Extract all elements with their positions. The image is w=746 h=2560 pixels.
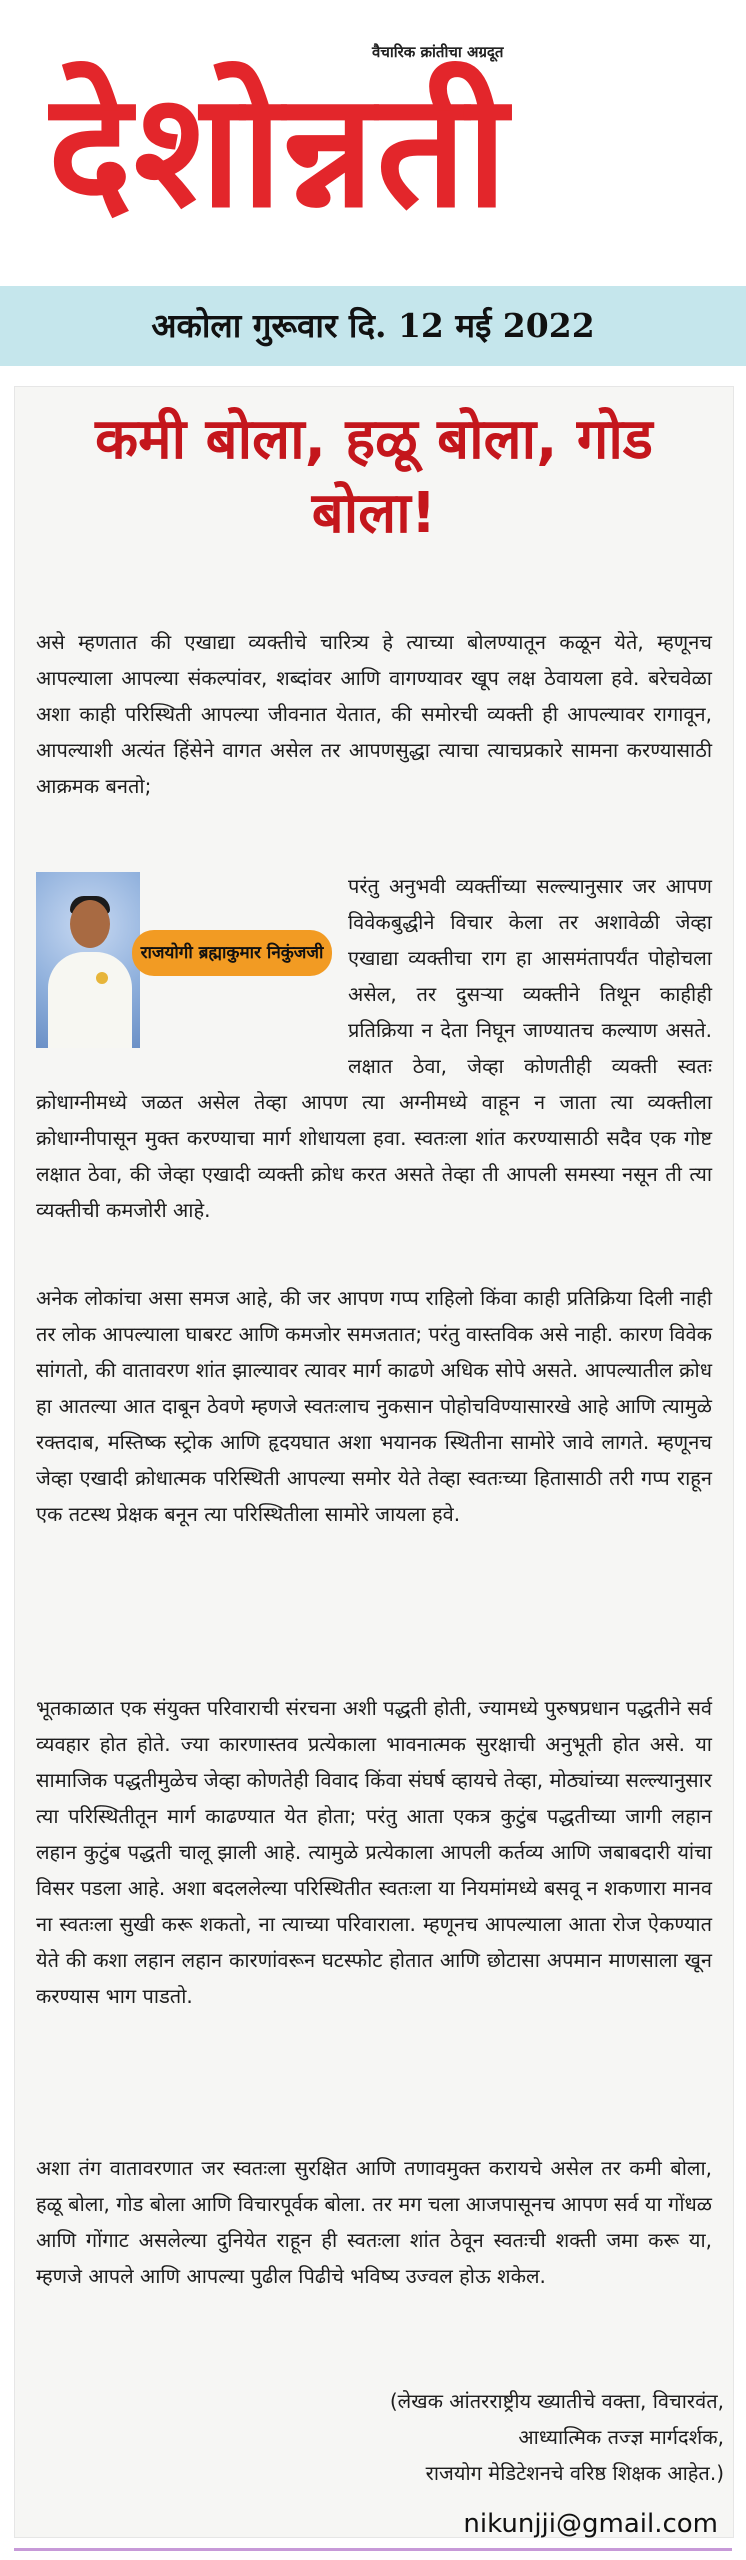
dateline: अकोला गुरूवार दि. 12 मई 2022 [151, 306, 595, 345]
article-paragraph-2-text: परंतु अनुभवी व्यक्तींच्या सल्ल्यानुसार जर आपण विवेकबुद्धीने विचार केला तर अशावेळी जेव्हा एखाद्या व्यक्तीचा राग हा आसमंतापर्यंत पोहोचला असेल, तर दुसऱ्या व्यक्तीने तिथून काहीही प्रतिक्रिया न देता निघून जाण्यातच कल्याण असते. लक्षात ठेवा, जेव्हा कोणतीही व्यक्ती स्वतः क्रोधाग्नीमध्ये जळत असेल तेव्हा आपण त्या अग्नीमध्ये वाहून न जाता त्या व्यक्तीला क्रोधाग्नीपासून मुक्त करण्याचा मार्ग शोधायला हवा. स्वतःला शांत करण्यासाठी सदैव एक गोष्ट लक्षात ठेवा, की जेव्हा एखादी व्यक्ती क्रोध करत असते तेव्हा ती आपली समस्या नसून ती त्या व्यक्तीची कमजोरी आहे. [36, 874, 712, 1222]
author-email: nikunjji@gmail.com [463, 2509, 718, 2539]
author-name-badge: राजयोगी ब्रह्माकुमार निकुंजजी [132, 930, 332, 976]
date-band [0, 286, 746, 366]
newspaper-logo: देशोन्नती [48, 59, 510, 243]
article-paragraph-2 [36, 868, 712, 1228]
author-credit-line-3: राजयोग मेडिटेशनचे वरिष्ठ शिक्षक आहेत.) [425, 2461, 724, 2485]
article-headline: कमी बोला, हळू बोला, गोड बोला! [95, 407, 653, 546]
bottom-divider [14, 2548, 732, 2551]
masthead [0, 0, 746, 285]
masthead-tagline: वैचारिक क्रांतीचा अग्रदूत [372, 43, 504, 61]
article-paragraph-1: असे म्हणतात की एखाद्या व्यक्तीचे चारित्र्य हे त्याच्या बोलण्यातून कळून येते, म्हणूनच आपल्याला आपल्या संकल्पांवर, शब्दांवर आणि वागण्यावर खूप लक्ष ठेवायला हवे. बरेचवेळा अशा काही परिस्थिती आपल्या जीवनात येतात, की समोरची व्यक्ती ही आपल्यावर रागावून, आपल्याशी अत्यंत हिंसेने वागत असेल तर आपणसुद्धा त्याचा त्याचप्रकारे सामना करण्यासाठी आक्रमक बनतो; [36, 630, 712, 798]
article-paragraph-5: अशा तंग वातावरणात जर स्वतःला सुरक्षित आणि तणावमुक्त करायचे असेल तर कमी बोला, हळू बोला, गोड बोला आणि विचारपूर्वक बोला. तर मग चला आजपासूनच आपण सर्व या गोंधळ आणि गोंगाट असलेल्या दुनियेत राहून ही स्वतःला शांत ठेवून स्वतःची शक्ती जमा करू या, म्हणजे आपले आणि आपल्या पुढील पिढीचे भविष्य उज्वल होऊ शकेल. [36, 2156, 712, 2288]
author-credit-line-1: (लेखक आंतरराष्ट्रीय ख्यातीचे वक्ता, विचारवंत, [389, 2389, 724, 2413]
author-box [36, 872, 334, 1050]
author-credit-line-2: आध्यात्मिक तज्ज्ञ मार्गदर्शक, [518, 2425, 724, 2449]
article-paragraph-4: भूतकाळात एक संयुक्त परिवाराची संरचना अशी पद्धती होती, ज्यामध्ये पुरुषप्रधान पद्धतीने सर्व व्यवहार होत होते. ज्या कारणास्तव प्रत्येकाला भावनात्मक सुरक्षाची अनुभूती होत असे. या सामाजिक पद्धतीमुळेच जेव्हा कोणतेही विवाद किंवा संघर्ष व्हायचे तेव्हा, मोठ्यांच्या सल्ल्यानुसार त्या परिस्थितीतून मार्ग काढण्यात येत होता; परंतु आता एकत्र कुटुंब पद्धतीच्या जागी लहान लहान कुटुंब पद्धती चालू झाली आहे. त्यामुळे प्रत्येकाला आपली कर्तव्य आणि जबाबदारी यांचा विसर पडला आहे. अशा बदललेल्या परिस्थितीत स्वतःला या नियमांमध्ये बसवू न शकणारा मानव ना स्वतःला सुखी करू शकतो, ना त्याच्या परिवाराला. म्हणूनच आपल्याला आता रोज ऐकण्यात येते की कशा लहान लहान कारणांवरून घटस्फोट होतात आणि छोटासा अपमान माणसाला खून करण्यास भाग पाडतो. [36, 1696, 712, 2008]
author-photo [36, 872, 140, 1048]
article-paragraph-3: अनेक लोकांचा असा समज आहे, की जर आपण गप्प राहिलो किंवा काही प्रतिक्रिया दिली नाही तर लोक आपल्याला घाबरट आणि कमजोर समजतात; परंतु वास्तविक असे नाही. कारण विवेक सांगतो, की वातावरण शांत झाल्यावर त्यावर मार्ग काढणे अधिक सोपे असते. आपल्यातील क्रोध हा आतल्या आत दाबून ठेवणे म्हणजे स्वतःलाच नुकसान पोहोचविण्यासारखे आहे आणि त्यामुळे रक्तदाब, मस्तिष्क स्ट्रोक आणि हृदयघात अशा भयानक स्थितीना सामोरे जावे लागते. म्हणूनच जेव्हा एखादी क्रोधात्मक परिस्थिती आपल्या समोर येते तेव्हा स्वतःच्या हितासाठी तरी गप्प राहून एक तटस्थ प्रेक्षक बनून त्या परिस्थितीला सामोरे जायला हवे. [36, 1286, 712, 1526]
